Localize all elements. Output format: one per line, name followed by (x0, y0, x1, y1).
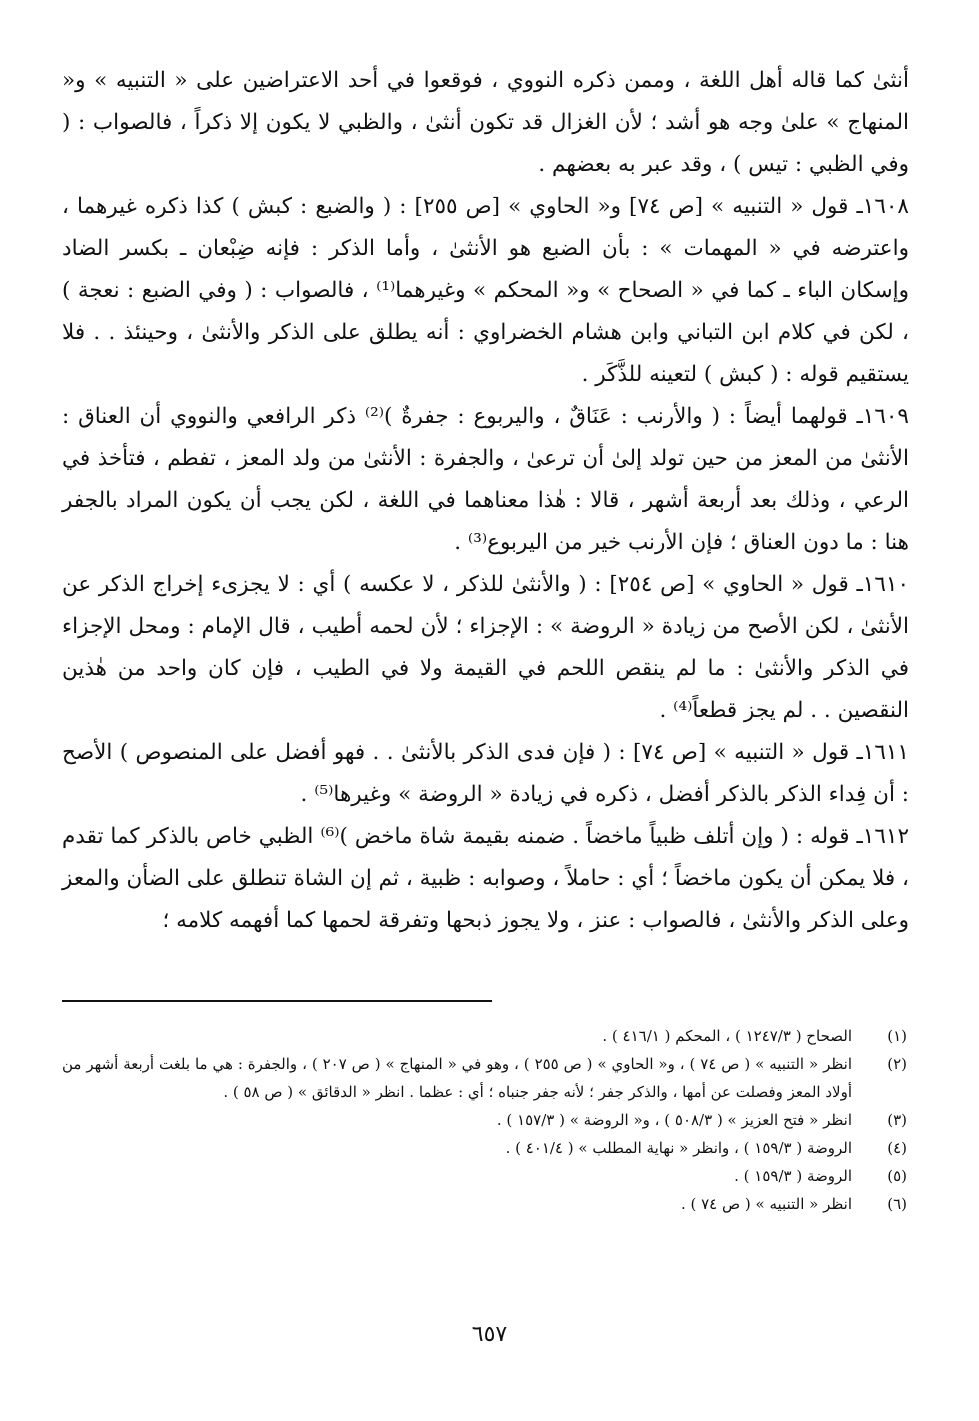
paragraph: ١٦٠٨ـ قول « التنبيه » [ص ٧٤] و« الحاوي » [ص ٢٥٥] : ( والضبع : كبش ) كذا ذكره غيرهما ، واعترضه في « المهمات » : بأن الضبع هو الأنثىٰ ، وأما الذكر : فإنه ضِبْعان ـ بكسر الضاد وإسكان الباء ـ كما في « الصحاح » و« المحكم » وغيرهما⁽¹⁾ ، فالصواب : ( وفي الضبع : نعجة ) ، لكن في كلام ابن التباني وابن هشام الخضراوي : أنه يطلق على الذكر والأنثىٰ ، وحينئذ . . فلا يستقيم قوله : ( كبش ) لتعينه للذَّكَر . (62, 194, 910, 387)
footnote-number: (٥) (887, 1167, 907, 1185)
footnote-text: انظر « التنبيه » ( ص ٧٤ ) . (680, 1195, 852, 1213)
footnote-number: (٣) (887, 1111, 907, 1129)
paragraph: ١٦١٠ـ قول « الحاوي » [ص ٢٥٤] : ( والأنثىٰ للذكر ، لا عكسه ) أي : لا يجزىء إخراج الذكر عن الأنثىٰ ، لكن الأصح من زيادة « الروضة » : الإجزاء ؛ لأن لحمه أطيب ، قال الإمام : ومحل الإجزاء في الذكر والأنثىٰ : ما لم ينقص اللحم في القيمة ولا في الطيب ، فإن كان واحد من هٰذين النقصين . . لم يجز قطعاً⁽⁴⁾ . (62, 572, 909, 723)
footnote-separator (62, 1000, 492, 1002)
footnote-number: (٦) (887, 1195, 907, 1213)
footnote-number: (١) (887, 1027, 907, 1045)
paragraph: ١٦١١ـ قول « التنبيه » [ص ٧٤] : ( فإن فدى الذكر بالأنثىٰ . . فهو أفضل على المنصوص ) الأصح : أن فِداء الذكر بالذكر أفضل ، ذكره في زيادة « الروضة » وغيرها⁽⁵⁾ . (62, 740, 909, 807)
footnote-text: الروضة ( ١٥٩/٣ ) ، وانظر « نهاية المطلب » ( ٤٠١/٤ ) . (505, 1139, 852, 1157)
main-text (62, 60, 909, 942)
footnote (62, 1190, 909, 1218)
footnote (62, 1134, 909, 1162)
footnote-text: انظر « فتح العزيز » ( ٥٠٨/٣ ) ، و« الروضة » ( ١٥٧/٣ ) . (496, 1111, 852, 1129)
footnote (62, 1106, 909, 1134)
paragraph: أنثىٰ كما قاله أهل اللغة ، وممن ذكره النووي ، فوقعوا في أحد الاعتراضين على « التنبيه » و« المنهاج » علىٰ وجه هو أشد ؛ لأن الغزال قد تكون أنثىٰ ، والظبي لا يكون إلا ذكراً ، فالصواب : ( وفي الظبي : تيس ) ، وقد عبر به بعضهم . (62, 68, 909, 177)
footnote-text: الصحاح ( ١٢٤٧/٣ ) ، المحكم ( ٤١٦/١ ) . (602, 1027, 852, 1045)
footnote-number: (٤) (887, 1139, 907, 1157)
footnote-number: (٢) (887, 1055, 907, 1073)
paragraph: ١٦٠٩ـ قولهما أيضاً : ( والأرنب : عَنَاقٌ ، واليربوع : جفرةٌ )⁽²⁾ ذكر الرافعي والنووي أن العناق : الأنثىٰ من المعز من حين تولد إلىٰ أن ترعىٰ ، والجفرة : الأنثىٰ من ولد المعز ، تفطم ، فتأخذ في الرعي ، وذلك بعد أربعة أشهر ، قالا : هٰذا معناهما في اللغة ، لكن يجب أن يكون المراد بالجفر هنا : ما دون العناق ؛ فإن الأرنب خير من اليربوع⁽³⁾ . (62, 404, 909, 555)
footnote (62, 1022, 909, 1050)
footnote (62, 1162, 909, 1190)
footnotes (62, 1022, 909, 1218)
footnote-text: الروضة ( ١٥٩/٣ ) . (734, 1167, 852, 1185)
footnote-text: انظر « التنبيه » ( ص ٧٤ ) ، و« الحاوي » ( ص ٢٥٥ ) ، وهو في « المنهاج » ( ص ٢٠٧ ) ، والجفرة : هي ما بلغت أربعة أشهر من أولاد المعز وفصلت عن أمها ، والذكر جفر ؛ لأنه جفر جنباه ؛ أي : عظما . انظر « الدقائق » ( ص ٥٨ ) . (62, 1055, 852, 1101)
footnote (62, 1050, 909, 1106)
paragraph: ١٦١٢ـ قوله : ( وإن أتلف ظبياً ماخضاً . ضمنه بقيمة شاة ماخض )⁽⁶⁾ الظبي خاص بالذكر كما تقدم ، فلا يمكن أن يكون ماخضاً ؛ أي : حاملاً ، وصوابه : ظبية ، ثم إن الشاة تنطلق على الضأن والمعز وعلى الذكر والأنثىٰ ، فالصواب : عنز ، ولا يجوز ذبحها وتفرقة لحمها كما أفهمه كلامه ؛ (62, 824, 909, 933)
page-number: ٦٥٧ (471, 1322, 508, 1347)
